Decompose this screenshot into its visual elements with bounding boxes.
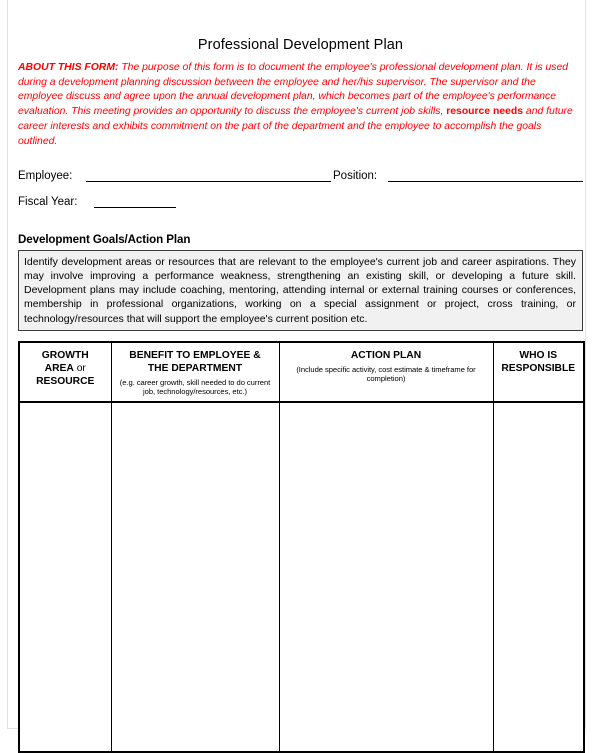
column-header-benefit-line2: THE DEPARTMENT (147, 362, 243, 374)
form-fields (18, 168, 583, 220)
table-header (19, 342, 584, 402)
column-header-growth-line2: AREA (44, 362, 74, 374)
column-header-growth-connector: or (73, 362, 86, 374)
about-this-form-block (18, 61, 583, 150)
cell-who-responsible[interactable] (493, 402, 584, 752)
development-goals-intro-box: Identify development areas or resources that are relevant to the employee's current job and career aspirations. They may involve improving a performance weakness, strengthening an existing skill, or developing a future skill. Development plans may include coaching, mentoring, attending internal or external training courses or conferences, membership in professional organizations, working on a special assignment or project, cross training, or technology/resources that will support the employee's current position etc. (18, 250, 583, 331)
cell-benefit[interactable] (111, 402, 279, 752)
about-body-part2: and future career interests and exhibits commitment on the part of the department and the employee to accomplish the goals outlined. (18, 106, 573, 147)
position-input[interactable] (388, 170, 583, 182)
column-header-who-responsible (493, 342, 584, 402)
column-header-growth-area (19, 342, 111, 402)
fiscal-year-input[interactable] (94, 196, 176, 208)
column-header-benefit (111, 342, 279, 402)
fiscal-year-label: Fiscal Year: (18, 195, 78, 208)
field-row-employee-position (18, 168, 583, 194)
column-header-action-sub: (Include specific activity, cost estimate & timeframe for completion) (296, 364, 476, 384)
field-row-fiscal-year (18, 194, 583, 220)
column-header-action-line1: ACTION PLAN (350, 349, 422, 361)
page-title: Professional Development Plan (197, 37, 404, 53)
column-header-benefit-line1: BENEFIT TO EMPLOYEE & (129, 349, 261, 361)
about-lead-label: ABOUT THIS FORM: (18, 61, 119, 73)
cell-growth-area[interactable] (19, 402, 111, 752)
employee-label: Employee: (18, 169, 73, 182)
table-header-row (19, 342, 584, 402)
column-header-who-line2: RESPONSIBLE (501, 362, 576, 374)
column-header-growth-line3: RESOURCE (36, 375, 95, 387)
column-header-benefit-sub: (e.g. career growth, skill needed to do current job, technology/resources, etc.) (119, 377, 271, 397)
table-body (19, 402, 584, 752)
column-header-growth-line1: GROWTH (41, 349, 89, 361)
development-plan-table (18, 341, 585, 753)
section-heading-development-goals: Development Goals/Action Plan (18, 232, 191, 246)
about-body-part1: The purpose of this form is to document the employee's professional development plan. It is used during a development planning discussion between the employee and her/his supervisor. The supervisor and the employee discuss and agree upon the annual development plan, which becomes part of the employee's performance evaluation. This meeting provides an opportunity to discuss the employee's current job skills, (18, 61, 569, 118)
employee-input[interactable] (86, 170, 331, 182)
table-row (19, 402, 584, 752)
about-emphasis-resource-needs: resource needs (446, 106, 524, 118)
column-header-action-plan (279, 342, 493, 402)
cell-action-plan[interactable] (279, 402, 493, 752)
position-label: Position: (333, 169, 378, 182)
column-header-who-line1: WHO IS (519, 349, 558, 361)
document-content (18, 0, 583, 753)
